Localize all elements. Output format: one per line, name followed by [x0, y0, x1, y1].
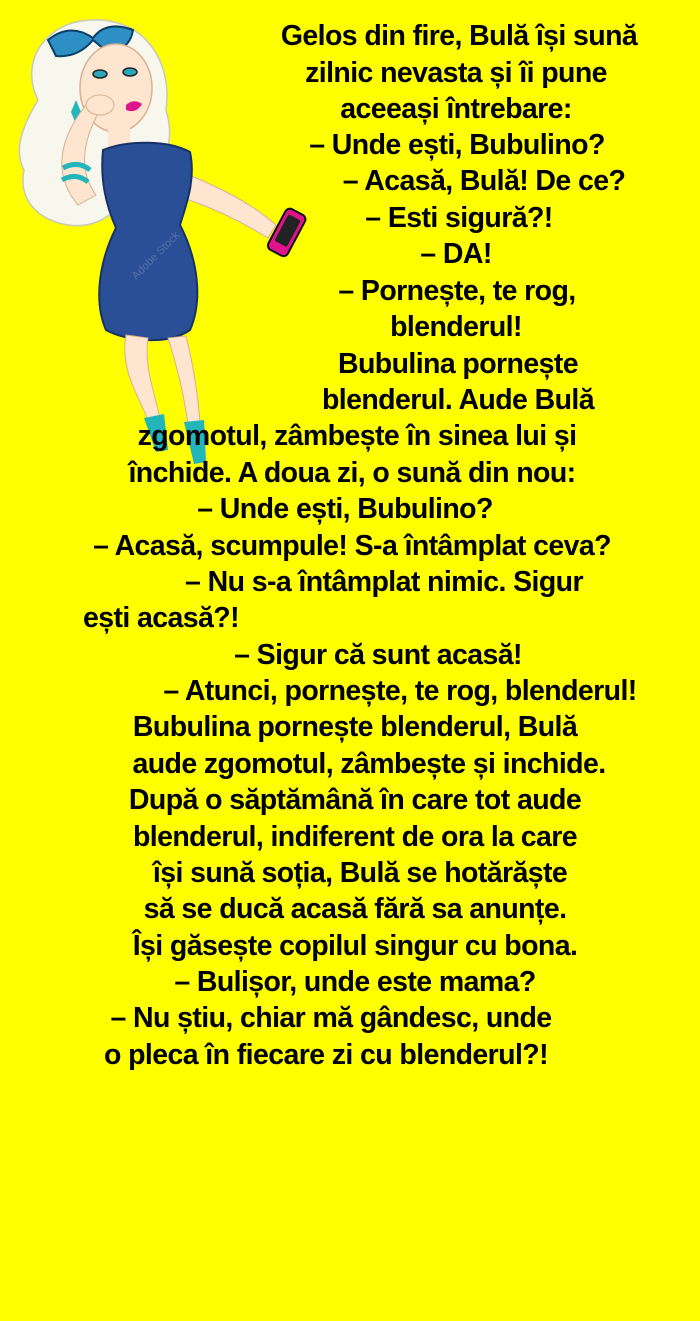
joke-line: – Acasă, Bulă! De ce?: [342, 165, 626, 197]
woman-with-phone-illustration: [8, 0, 320, 480]
joke-line: își sună soția, Bulă se hotărăște: [152, 857, 568, 889]
joke-line: Își găsește copilul singur cu bona.: [132, 930, 578, 962]
joke-line: zilnic nevasta și îi pune: [305, 57, 607, 89]
joke-line: blenderul!: [390, 311, 522, 343]
joke-line: – Atunci, pornește, te rog, blenderul!: [163, 675, 637, 707]
joke-line: să se ducă acasă fără sa anunțe.: [143, 893, 567, 925]
left-leg-shape: [125, 335, 160, 420]
dress-shape: [99, 143, 197, 340]
joke-line: – Unde ești, Bubulino?: [197, 493, 493, 525]
right-leg-shape: [168, 336, 200, 425]
hand-shape: [86, 95, 114, 115]
joke-line: zgomotul, zâmbește în sinea lui și: [137, 420, 577, 452]
joke-line: aude zgomotul, zâmbește și inchide.: [132, 748, 606, 780]
joke-line: – Acasă, scumpule! S-a întâmplat ceva?: [93, 530, 611, 562]
joke-line: – Unde ești, Bubulino?: [309, 129, 605, 161]
joke-line: aceeași întrebare:: [340, 93, 572, 125]
joke-line: închide. A doua zi, o sună din nou:: [128, 457, 576, 489]
joke-line: blenderul. Aude Bulă: [322, 384, 594, 416]
joke-line: După o săptămână în care tot aude: [128, 784, 582, 816]
joke-line: blenderul, indiferent de ora la care: [132, 821, 578, 853]
joke-line: – Sigur că sunt acasă!: [234, 639, 522, 671]
joke-line: – Nu s-a întâmplat nimic. Sigur: [185, 566, 583, 598]
joke-line: Bubulina pornește blenderul, Bulă: [132, 711, 578, 743]
watermark-text: Adobe Stock: [129, 229, 183, 283]
joke-line: Gelos din fire, Bulă își sună: [280, 20, 638, 52]
phone-icon: [266, 207, 307, 258]
joke-line: Bubulina pornește: [338, 348, 578, 380]
joke-line: o pleca în fiecare zi cu blenderul?!: [103, 1039, 549, 1071]
joke-line: – Nu știu, chiar mă gândesc, unde: [110, 1002, 552, 1034]
right-eye-icon: [123, 68, 137, 76]
joke-line: – Bulișor, unde este mama?: [174, 966, 536, 998]
joke-line: ești acasă?!: [83, 602, 239, 634]
joke-line: – DA!: [420, 238, 492, 270]
left-eye-icon: [93, 70, 107, 78]
joke-line: – Esti sigură?!: [365, 202, 553, 234]
joke-line: – Pornește, te rog,: [338, 275, 576, 307]
